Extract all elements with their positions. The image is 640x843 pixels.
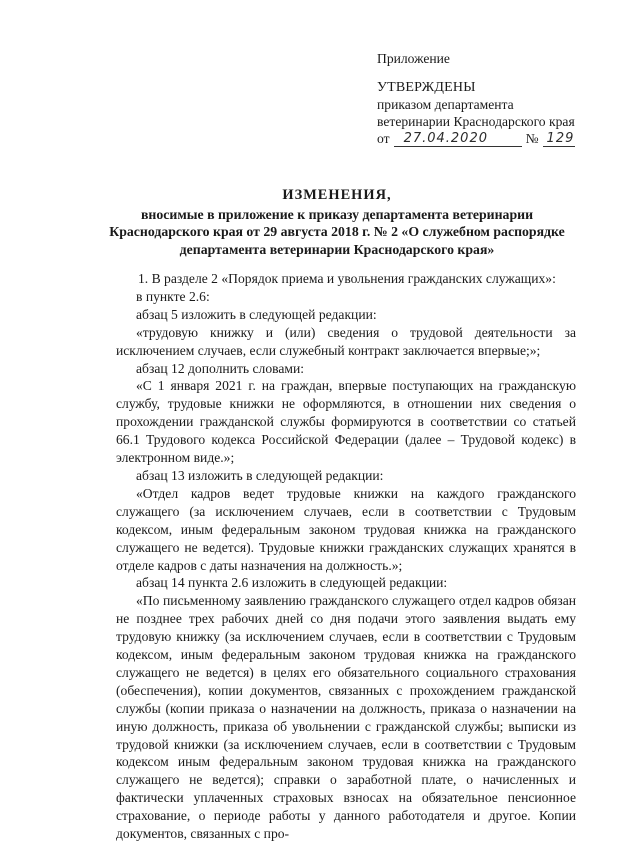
body-paragraph: «С 1 января 2021 г. на граждан, впервые поступающих на гражданскую службу, трудовые книжки не оформляются, в отношении них сведения о прохождении гражданской службы формируются в соответствии со статьей 66.1 Трудового кодекса Российской Федерации (далее – Трудовой кодекс) в электронном виде.»;: [116, 378, 576, 466]
body-paragraph: «трудовую книжку и (или) сведения о трудовой деятельности за исключением случаев, если служебный контракт заключается впервые;»;: [116, 324, 576, 358]
body-paragraph: 1. В разделе 2 «Порядок приема и увольнения гражданских служащих»:: [138, 271, 556, 286]
from-label: от: [377, 131, 390, 146]
order-line-1: приказом департамента: [377, 97, 514, 112]
number-label: №: [525, 131, 539, 146]
handwritten-date: 27.04.2020: [394, 132, 522, 147]
body-paragraph: абзац 12 дополнить словами:: [136, 360, 305, 376]
approved-heading: УТВЕРЖДЕНЫ: [377, 80, 476, 95]
title-subtitle-line-2: Краснодарского края от 29 августа 2018 г. № 2 «О служебном распорядке: [109, 224, 565, 239]
body-paragraph: абзац 5 изложить в следующей редакции:: [136, 306, 377, 322]
body-paragraph: в пункте 2.6:: [136, 288, 210, 304]
title-main: ИЗМЕНЕНИЯ,: [282, 187, 392, 203]
document-title: [100, 187, 574, 258]
body-paragraph: абзац 13 изложить в следующей редакции:: [136, 467, 384, 483]
date-number-row: [377, 130, 627, 147]
approval-block: [377, 50, 627, 147]
body-paragraph: абзац 14 пункта 2.6 изложить в следующей редакции:: [136, 575, 448, 591]
body-paragraph: «Отдел кадров ведет трудовые книжки на каждого гражданского служащего (за исключением случаев, если в соответствии с Трудовым кодексом, иным федеральным законом трудовая книжка на гражданского служащего не ведется). Трудовые книжки гражданских служащих хранятся в отделе кадров с даты назначения на должность.»;: [116, 485, 576, 573]
body-paragraph: «По письменному заявлению гражданского служащего отдел кадров обязан не позднее трех рабочих дней со дня подачи этого заявления выдать ему трудовую книжку (за исключением случаев, если в соответствии с Трудовым кодексом, иным федеральным законом трудовая книжка на гражданского служащего не ведется) в целях его обязательного социального страхования (обеспечения), копии документов, связанных с прохождением гражданской службы (копии приказа о назначении на должность, приказа о назначении на иную должность, приказа об увольнении с гражданской службы; выписки из трудовой книжки (за исключением случаев, если в соответствии с Трудовым кодексом иным федеральным законом трудовая книжка на гражданского служащего не ведется); справки о заработной плате, о начисленных и фактически уплаченных страховых взносах на обязательное пенсионное страхование, о периоде работы у данного работодателя и другое. Копии документов, связанных с про-: [116, 593, 576, 842]
title-subtitle-line-1: вносимые в приложение к приказу департамента ветеринарии: [140, 206, 534, 222]
handwritten-number: 129: [543, 132, 575, 147]
title-subtitle-line-3: департамента ветеринарии Краснодарского края»: [179, 241, 495, 257]
order-line-2: ветеринарии Краснодарского края: [377, 114, 575, 129]
appendix-label: Приложение: [377, 51, 450, 66]
document-body: [116, 270, 576, 843]
